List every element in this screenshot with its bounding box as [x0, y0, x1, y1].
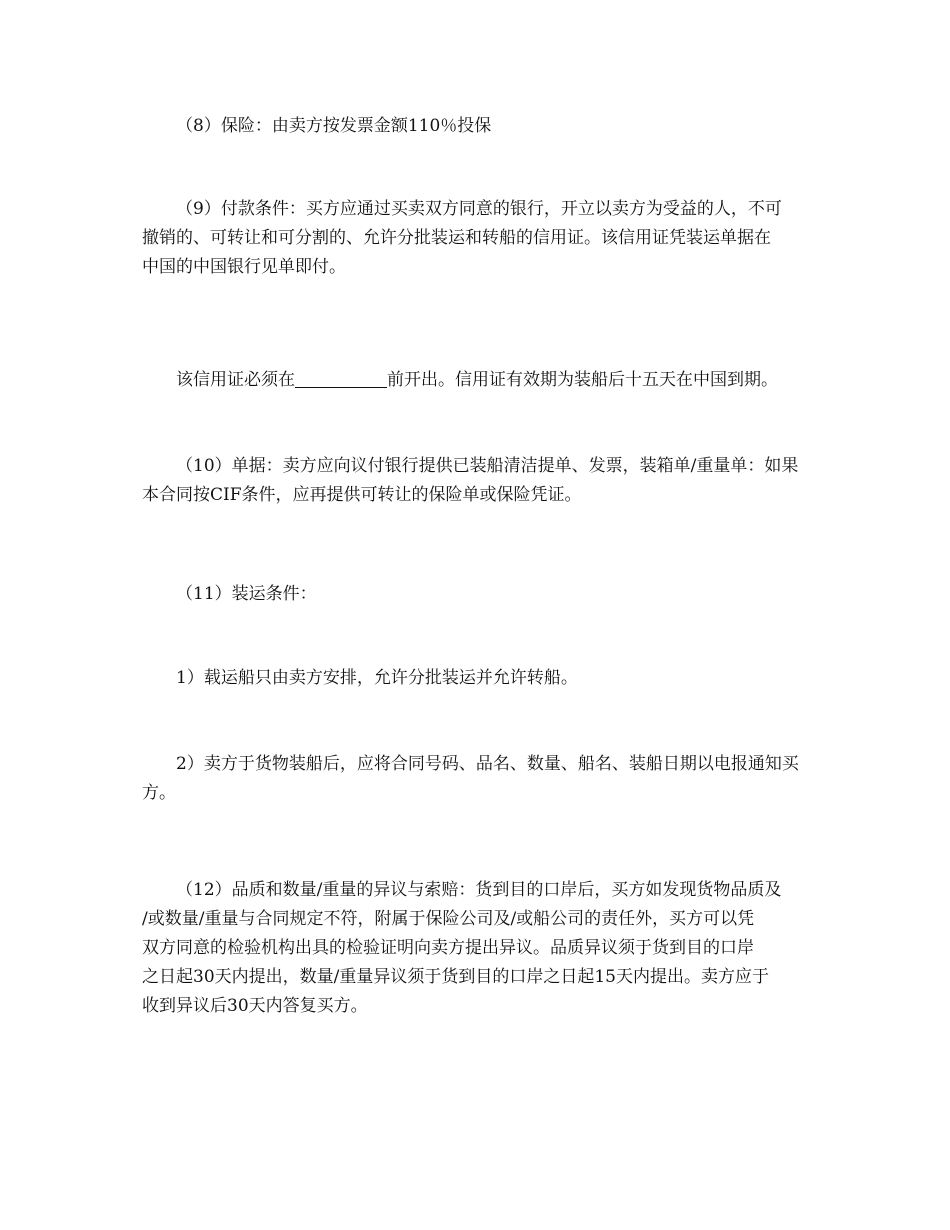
clause-8-insurance — [176, 112, 856, 141]
clause-11-heading-text: （11）装运条件： — [176, 584, 317, 604]
clause-11-sub-1-text: 1）载运船只由卖方安排，允许分批装运并允许转船。 — [176, 668, 578, 688]
clause-12-line-1: （12）品质和数量/重量的异议与索赔：货到目的口岸后，买方如发现货物品质及 — [176, 880, 782, 900]
clause-12-line-5: 收到异议后30天内答复买方。 — [142, 996, 368, 1016]
clause-10-line-1: （10）单据：卖方应向议付银行提供已装船清洁提单、发票，装箱单/重量单：如果 — [176, 456, 799, 476]
clause-11-sub-2-line-1: 2）卖方于货物装船后，应将合同号码、品名、数量、船名、装船日期以电报通知买 — [176, 754, 799, 774]
lc-deadline-paragraph — [142, 366, 822, 395]
lc-deadline-after: 前开出。信用证有效期为装船后十五天在中国到期。 — [387, 370, 778, 390]
clause-9-line-3: 中国的中国银行见单即付。 — [142, 257, 346, 277]
lc-deadline-before: 该信用证必须在 — [176, 370, 295, 390]
clause-12-line-3: 双方同意的检验机构出具的检验证明向卖方提出异议。品质异议须于货到目的口岸 — [142, 938, 754, 958]
clause-9-line-1: （9）付款条件：买方应通过买卖双方同意的银行，开立以卖方为受益的人，不可 — [176, 199, 782, 219]
clause-12-line-2: /或数量/重量与合同规定不符，附属于保险公司及/或船公司的责任外，买方可以凭 — [142, 909, 755, 929]
lc-deadline-blank — [295, 369, 387, 388]
clause-8-text: （8）保险：由卖方按发票金额110％投保 — [176, 116, 492, 136]
clause-11-sub-2-line-2: 方。 — [142, 783, 176, 803]
clause-9-line-2: 撤销的、可转让和可分割的、允许分批装运和转船的信用证。该信用证凭装运单据在 — [142, 228, 771, 248]
clause-11-heading — [176, 580, 856, 609]
clause-12-line-4: 之日起30天内提出，数量/重量异议须于货到目的口岸之日起15天内提出。卖方应于 — [142, 967, 769, 987]
clause-9-payment — [142, 195, 822, 282]
clause-11-sub-2 — [142, 750, 822, 808]
clause-11-sub-1 — [176, 664, 856, 693]
clause-12-claims — [142, 876, 822, 1021]
clause-10-line-2: 本合同按CIF条件，应再提供可转让的保险单或保险凭证。 — [142, 485, 582, 505]
clause-10-documents — [142, 452, 822, 510]
